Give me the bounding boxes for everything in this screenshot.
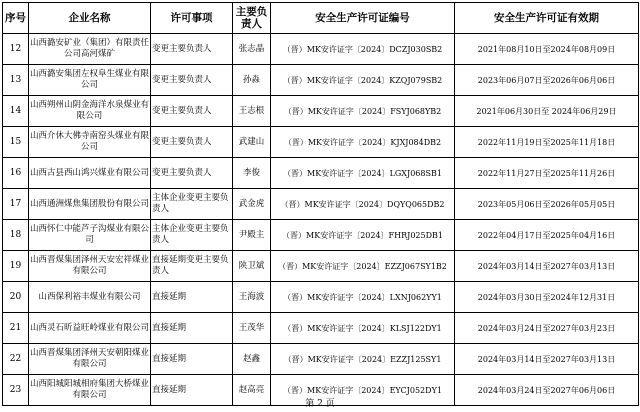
cell-no: 19 (3, 251, 29, 282)
cell-company: 山西介休大佛寺南窑头煤业有限公司 (29, 127, 151, 158)
cell-head: 王志根 (233, 96, 271, 127)
table-row (3, 251, 639, 282)
cell-head: 李俊 (233, 158, 271, 189)
cell-head: 赵鑫 (233, 344, 271, 375)
cell-validity: 2024年03月14日至2027年03月13日 (455, 251, 639, 282)
cell-license: （晋）MK安许证字〔2024〕LGXJ068SB1 (271, 158, 455, 189)
cell-matter: 变更主要负责人 (151, 65, 233, 96)
cell-matter: 直接延期 (151, 282, 233, 313)
cell-matter: 主体企业变更主要负责人 (151, 220, 233, 251)
cell-no: 17 (3, 189, 29, 220)
cell-no: 22 (3, 344, 29, 375)
cell-validity: 2023年05月06日至2026年05月05日 (455, 189, 639, 220)
license-table (2, 2, 639, 406)
cell-company: 山西保利裕丰煤业有限公司 (29, 282, 151, 313)
cell-matter: 直接延期 (151, 313, 233, 344)
cell-company: 山西朔州山阴金海洋水泉煤业有限公司 (29, 96, 151, 127)
cell-matter: 变更主要负责人 (151, 127, 233, 158)
cell-license: （晋）MK安许证字〔2024〕KZQJ079SB2 (271, 65, 455, 96)
table-row (3, 344, 639, 375)
cell-matter: 变更主要负责人 (151, 158, 233, 189)
cell-no: 13 (3, 65, 29, 96)
cell-no: 21 (3, 313, 29, 344)
cell-head: 赵高亮 (233, 375, 271, 406)
header-company: 企业名称 (29, 3, 151, 34)
cell-company: 山西阳城阳城相府集团大桥煤业有限公司 (29, 375, 151, 406)
cell-license: （晋）MK安许证字〔2024〕FHRJ025DB1 (271, 220, 455, 251)
cell-no: 16 (3, 158, 29, 189)
cell-license: （晋）MK安许证字〔2024〕EZZJ067SY1B2 (271, 251, 455, 282)
cell-license: （晋）MK安许证字〔2024〕FSYJ068YB2 (271, 96, 455, 127)
cell-validity: 2021年08月10日至2024年08月09日 (455, 34, 639, 65)
cell-matter: 变更主要负责人 (151, 96, 233, 127)
cell-license: （晋）MK安许证字〔2024〕EZZJ125SY1 (271, 344, 455, 375)
cell-no: 12 (3, 34, 29, 65)
cell-license: （晋）MK安许证字〔2024〕LXNJ062YY1 (271, 282, 455, 313)
cell-company: 山西灵石昕益旺岭煤业有限公司 (29, 313, 151, 344)
cell-company: 山西通洲煤焦集团股份有限公司 (29, 189, 151, 220)
cell-head: 尹殿主 (233, 220, 271, 251)
cell-validity: 2024年03月30日至2024年12月31日 (455, 282, 639, 313)
header-no: 序号 (3, 3, 29, 34)
cell-validity: 2022年04月17日至2025年04月16日 (455, 220, 639, 251)
cell-validity: 2024年03月24日至2027年03月23日 (455, 313, 639, 344)
cell-no: 18 (3, 220, 29, 251)
cell-no: 23 (3, 375, 29, 406)
table-row (3, 158, 639, 189)
cell-head: 王茂华 (233, 313, 271, 344)
table-row (3, 34, 639, 65)
cell-company: 山西怀仁中能芦子沟煤业有限公司 (29, 220, 151, 251)
cell-no: 20 (3, 282, 29, 313)
header-validity: 安全生产许可证有效期 (455, 3, 639, 34)
table-row (3, 65, 639, 96)
cell-matter: 直接延期 (151, 375, 233, 406)
table-row (3, 189, 639, 220)
cell-no: 14 (3, 96, 29, 127)
cell-validity: 2022年11月27日至2025年11月26日 (455, 158, 639, 189)
cell-no: 15 (3, 127, 29, 158)
cell-validity: 2024年03月14日至2027年03月13日 (455, 344, 639, 375)
cell-matter: 主体企业变更主要负责人 (151, 189, 233, 220)
table-row (3, 313, 639, 344)
header-matter: 许可事项 (151, 3, 233, 34)
table-row (3, 127, 639, 158)
cell-head: 武金虎 (233, 189, 271, 220)
cell-matter: 变更主要负责人 (151, 34, 233, 65)
cell-license: （晋）MK安许证字〔2024〕DCZJ030SB2 (271, 34, 455, 65)
header-license: 安全生产许可证编号 (271, 3, 455, 34)
cell-company: 山西潞安矿业（集团）有限责任公司高河煤矿 (29, 34, 151, 65)
cell-company: 山西潞安集团左权阜生煤业有限公司 (29, 65, 151, 96)
cell-license: （晋）MK安许证字〔2024〕KLSJ122DY1 (271, 313, 455, 344)
table-body (3, 34, 639, 406)
header-head: 主要负责人 (233, 3, 271, 34)
cell-company: 山西晋煤集团泽州天安朝阳煤业有限公司 (29, 344, 151, 375)
table-row (3, 96, 639, 127)
cell-company: 山西晋煤集团泽州天安宏祥煤业有限公司 (29, 251, 151, 282)
cell-validity: 2024年03月24日至2027年06月06日 (455, 375, 639, 406)
cell-license: （晋）MK安许证字〔2024〕KJXJ084DB2 (271, 127, 455, 158)
cell-validity: 2022年11月19日至2025年11月18日 (455, 127, 639, 158)
cell-license: （晋）MK安许证字〔2024〕DQYQ065DB2 (271, 189, 455, 220)
cell-company: 山西古县西山鸿兴煤业有限公司 (29, 158, 151, 189)
cell-head: 王海波 (233, 282, 271, 313)
page-number: 第 2 页 (305, 399, 335, 409)
table-row (3, 282, 639, 313)
table-header-row (3, 3, 639, 34)
cell-head: 张志晶 (233, 34, 271, 65)
cell-head: 陕卫斌 (233, 251, 271, 282)
cell-head: 武建山 (233, 127, 271, 158)
cell-license: （晋）MK安许证字〔2024〕EYCJ052DY1 (271, 375, 455, 406)
cell-matter: 直接延期 (151, 344, 233, 375)
cell-head: 孙淼 (233, 65, 271, 96)
cell-validity: 2021年06月30日至 2024年06月29日 (455, 96, 639, 127)
table-row (3, 220, 639, 251)
cell-matter: 直接延期变更主要负责人 (151, 251, 233, 282)
cell-validity: 2023年06月07日至2026年06月06日 (455, 65, 639, 96)
